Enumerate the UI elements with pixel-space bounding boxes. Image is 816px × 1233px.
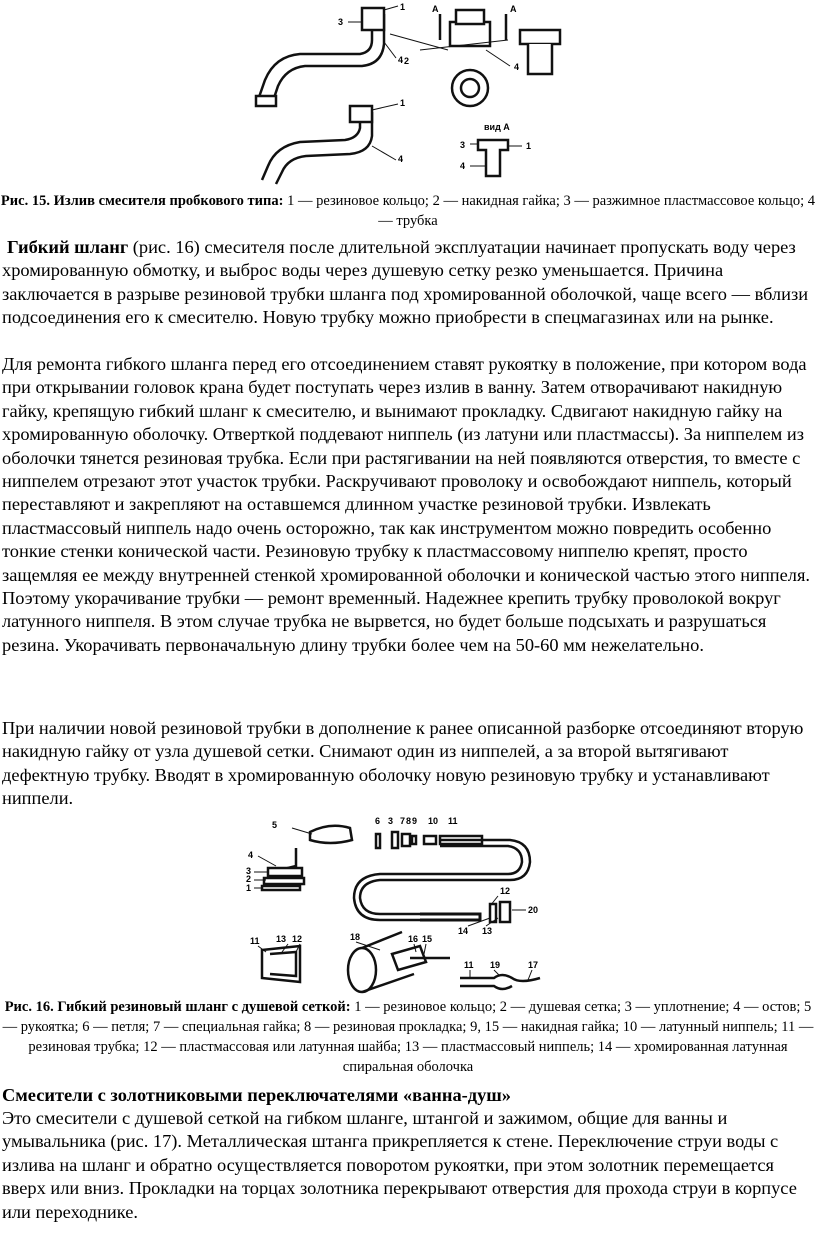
figure-16-drawing: [0, 810, 816, 996]
fig16-label-12: 12: [500, 886, 511, 896]
fig15-label-3: 3: [338, 17, 344, 27]
figure-15: [0, 0, 816, 190]
figure-16-caption-text: 1 — резиновое кольцо; 2 — душевая сетка; 3 — уплотнение; 4 — остов; 5 — рукоятка; 6 — петля; 7 — специальная гайка; 8 — резиновая прокладка; 9, 15 — накидная гайка; 10 — латунный ниппель; 11 — резиновая трубка; 12 — пластмассовая или латунная шайба; 13 — пластмассовый ниппель; 14 — хромированная латунная спиральная оболочка: [2, 999, 814, 1075]
figure-16-caption-title: Рис. 16. Гибкий резиновый шланг с душевой сеткой:: [4, 999, 351, 1015]
figure-16: [0, 810, 816, 996]
fig16-label-3: 3: [388, 816, 394, 826]
fig16-label-1: 1: [246, 883, 252, 893]
fig16-label-11b: 11: [250, 936, 260, 946]
fig15-view-a-right: А: [510, 4, 517, 14]
paragraph-flexible-hose: [2, 236, 814, 330]
figure-15-caption: [0, 191, 816, 231]
paragraph-repair: Для ремонта гибкого шланга перед его отсоединением ставят рукоятку в положение, при котором вода при открывании головок крана будет поступать через излив в ванну. Затем отворачивают накидную гайку, крепящую гибкий шланг к смесителю, и вынимают прокладку. Сдвигают накидную гайку на хромированную оболочку. Отверткой поддевают ниппель (из латуни или пластмассы). За ниппелем из оболочки тянется резиновая трубка. Если при растягивании на ней появляются отверстия, то вместе с ниппелем отрезают этот участок трубки. Раскручивают проволоку и освобождают ниппель, который переставляют и закрепляют на оставшемся длинном участке резиновой трубки. Извлекать пластмассовый ниппель надо очень осторожно, так как инструментом можно повредить особенно тонкие стенки конической части. Резиновую трубку к пластмассовому ниппелю крепят, просто защемляя ее между внутренней стенкой хромированной оболочки и конической частью этого ниппеля. Поэтому укорачивание трубки — ремонт временный. Надежнее крепить трубку проволокой вокруг латунного ниппеля. В этом случае трубка не вырвется, но будет больше подсыхать и разрушаться резина. Укорачивать первоначальную длину трубки более чем на 50-60 мм нежелательно.: [2, 354, 811, 655]
paragraph-flexible-hose-text: (рис. 16) смесителя после длительной эксплуатации начинает пропускать воду через хромированную обмотку, и выброс воды через душевую сетку резко уменьшается. Причина заключается в разрыве резиновой трубки шланга под хромированной оболочкой, чаще всего — вблизи подсоединения его к смесителю. Новую трубку можно приобрести в спецмагазинах или на рынке.: [2, 237, 809, 328]
fig16-label-13b: 13: [276, 934, 287, 944]
fig16-label-15: 15: [422, 934, 433, 944]
fig15-label-4c: 4: [398, 154, 404, 164]
fig16-label-4: 4: [248, 850, 254, 860]
fig16-label-13: 13: [482, 926, 493, 936]
fig16-label-11c: 11: [464, 960, 474, 970]
fig16-label-16: 16: [408, 934, 419, 944]
fig16-label-14: 14: [458, 926, 469, 936]
fig15-label-3b: 3: [460, 140, 466, 150]
fig16-label-18: 18: [350, 932, 361, 942]
figure-16-caption: [0, 997, 816, 1077]
section-heading: Смесители с золотниковыми переключателями «ванна-душ»: [2, 1085, 512, 1105]
fig16-label-11: 11: [448, 816, 458, 826]
fig16-label-9: 9: [412, 816, 418, 826]
fig16-label-19: 19: [490, 960, 501, 970]
fig15-label-2: 2: [404, 56, 410, 66]
fig15-label-4d: 4: [460, 161, 466, 171]
fig15-label-4b: 4: [514, 62, 520, 72]
fig16-label-8: 8: [406, 816, 412, 826]
fig16-label-12b: 12: [292, 934, 303, 944]
fig15-label-4: 4: [398, 55, 404, 65]
fig16-label-2: 2: [246, 874, 252, 884]
fig16-label-6: 6: [375, 816, 381, 826]
fig15-label-1c: 1: [526, 141, 532, 151]
fig16-label-5: 5: [272, 820, 278, 830]
paragraph-bath-shower-mixers: Это смесители с душевой сеткой на гибком шланге, штангой и зажимом, общие для ванны и умывальника (рис. 17). Металлическая штанга прикрепляется к стене. Переключение струи воды с излива на шланг и обратно осуществляется поворотом рукоятки, при этом золотник перемещается вверх или вниз. Прокладки на торцах золотника перекрывают отверстия для прохода струи в корпусе или переходнике.: [2, 1108, 797, 1222]
fig16-label-10: 10: [428, 816, 439, 826]
fig15-view-a-left: А: [432, 4, 439, 14]
term-flexible-hose: Гибкий шланг: [7, 237, 129, 257]
fig16-label-3b: 3: [246, 866, 252, 876]
fig15-label-1: 1: [400, 2, 406, 12]
figure-15-caption-title: Рис. 15. Излив смесителя пробкового типа:: [0, 193, 284, 209]
fig15-label-1b: 1: [400, 98, 406, 108]
fig15-view-a-title: вид А: [484, 122, 510, 132]
figure-15-drawing: [0, 0, 816, 190]
fig16-label-7: 7: [400, 816, 406, 826]
fig16-label-20: 20: [528, 905, 539, 915]
fig16-label-17: 17: [528, 960, 539, 970]
paragraph-new-tube: При наличии новой резиновой трубки в дополнение к ранее описанной разборке отсоединяют вторую накидную гайку от узла душевой сетки. Снимают один из ниппелей, а за второй вытягивают дефектную трубку. Вводят в хромированную оболочку новую резиновую трубку и устанавливают ниппели.: [2, 718, 804, 809]
figure-15-caption-text: 1 — резиновое кольцо; 2 — накидная гайка; 3 — разжимное пластмассовое кольцо; 4 — трубка: [283, 193, 816, 229]
